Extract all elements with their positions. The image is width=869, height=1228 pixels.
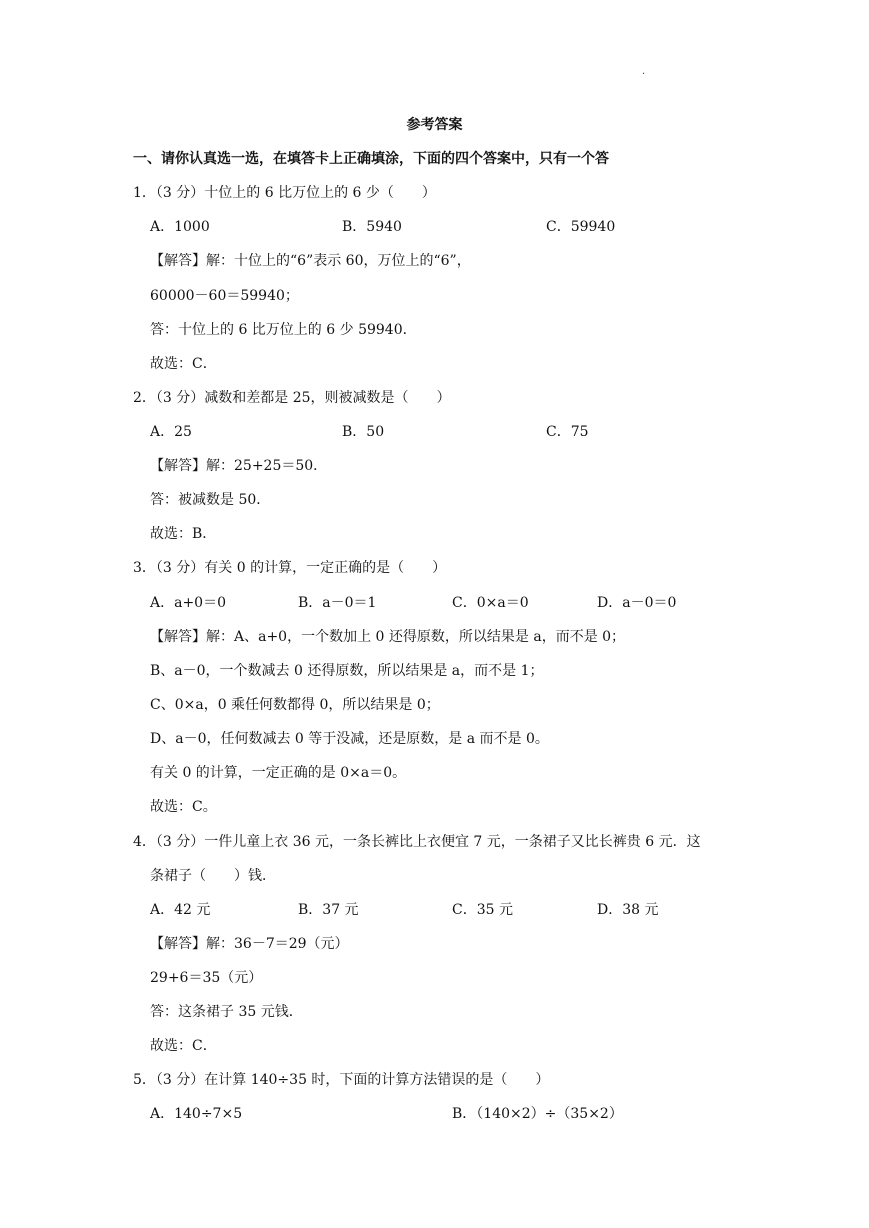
q2-solution-2: 答：被减数是 50． [150,492,271,508]
q2-option-b: B．50 [342,424,385,440]
q3-answer: 故选：C。 [150,799,217,815]
q3-stem: 3．（3 分）有关 0 的计算，一定正确的是（ ） [133,560,447,576]
q4-stem-line-1: 4．（3 分）一件儿童上衣 36 元，一条长裤比上衣便宜 7 元，一条裙子又比长裤贵 6 元．这 [133,834,701,850]
page-mark: . [642,66,646,77]
q1-option-a: A．1000 [150,219,210,235]
q4-solution-3: 答：这条裙子 35 元钱． [150,1004,303,1020]
q1-solution-1: 【解答】解：十位上的“6”表示 60，万位上的“6”， [150,253,471,269]
q3-solution-2: B、a－0，一个数减去 0 还得原数，所以结果是 a，而不是 1； [150,663,544,679]
page-title: 参考答案 [406,117,463,133]
q1-solution-2: 60000－60＝59940； [150,288,299,304]
q5-option-a: A．140÷7×5 [150,1106,243,1122]
q3-option-c: C．0×a＝0 [452,595,529,611]
q3-option-d: D．a－0＝0 [597,595,677,611]
q3-solution-5: 有关 0 的计算，一定正确的是 0×a＝0。 [150,765,407,781]
q3-option-a: A．a+0＝0 [150,595,227,611]
q1-answer: 故选：C． [150,356,217,372]
q4-option-b: B．37 元 [298,902,359,918]
section-heading: 一、请你认真选一选，在填答卡上正确填涂，下面的四个答案中，只有一个答 [133,151,609,167]
q1-solution-3: 答：十位上的 6 比万位上的 6 少 59940． [150,322,417,338]
q3-solution-4: D、a－0，任何数减去 0 等于没减，还是原数，是 a 而不是 0。 [150,731,549,747]
q5-option-b: B．（140×2）÷（35×2） [452,1106,623,1122]
q2-answer: 故选：B． [150,526,217,542]
q4-solution-2: 29+6＝35（元） [150,970,263,986]
q4-answer: 故选：C． [150,1038,217,1054]
q4-option-c: C．35 元 [452,902,513,918]
q2-option-c: C．75 [546,424,589,440]
q3-solution-3: C、0×a，0 乘任何数都得 0，所以结果是 0； [150,697,440,713]
q4-option-d: D．38 元 [597,902,659,918]
q4-solution-1: 【解答】解：36－7＝29（元） [150,936,349,952]
q4-option-a: A．42 元 [150,902,211,918]
q3-option-b: B．a－0＝1 [298,595,377,611]
q4-stem-line-2: 条裙子（ ）钱． [150,868,276,884]
q1-option-c: C．59940 [546,219,616,235]
q1-stem: 1．（3 分）十位上的 6 比万位上的 6 少（ ） [133,185,436,201]
q5-stem: 5．（3 分）在计算 140÷35 时，下面的计算方法错误的是（ ） [133,1072,550,1088]
q3-solution-1: 【解答】解：A、a+0，一个数加上 0 还得原数，所以结果是 a，而不是 0； [150,629,626,645]
q2-option-a: A．25 [150,424,192,440]
q2-solution-1: 【解答】解：25+25＝50． [150,458,328,474]
q1-option-b: B．5940 [342,219,402,235]
q2-stem: 2．（3 分）减数和差都是 25，则被减数是（ ） [133,390,451,406]
